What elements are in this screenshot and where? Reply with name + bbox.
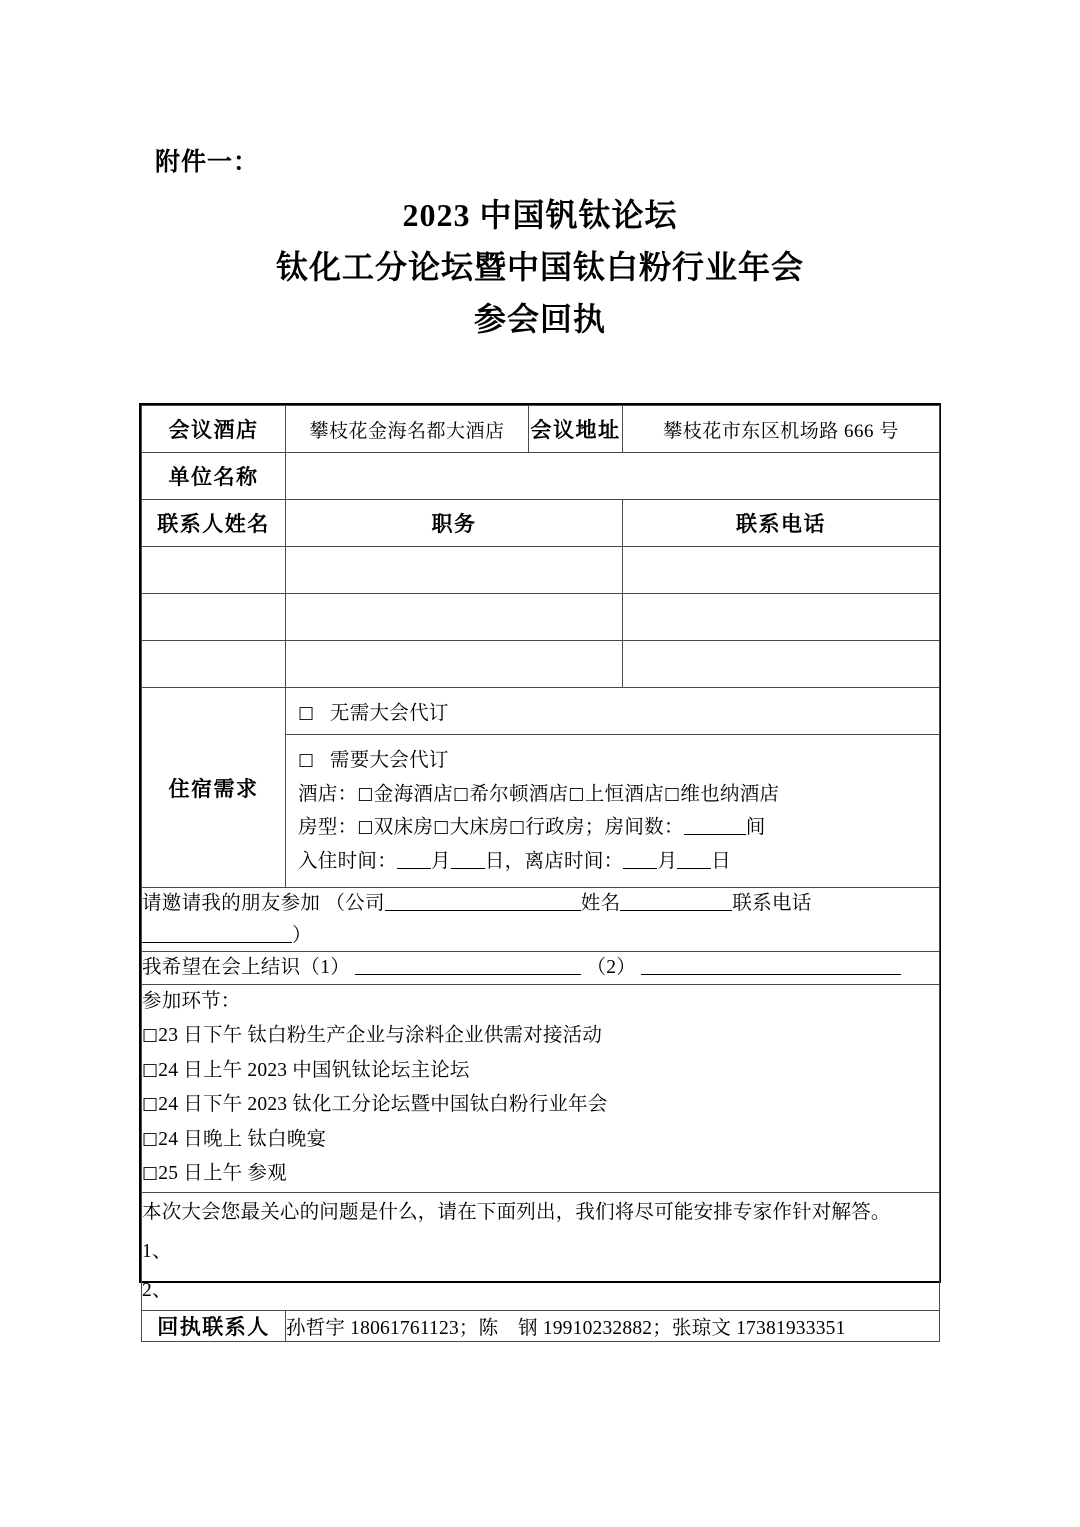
checkbox-icon-session-1[interactable]: □ xyxy=(142,1025,159,1046)
input-checkin-month[interactable] xyxy=(397,849,431,869)
label-checkin-month-unit: 月 xyxy=(431,850,451,872)
checkbox-icon-roomtype-3[interactable]: □ xyxy=(508,817,526,838)
input-job-title-1[interactable] xyxy=(286,547,623,594)
checkin-checkout-line xyxy=(298,845,933,879)
label-hotel-option-2: 希尔顿酒店 xyxy=(469,783,569,805)
checkbox-icon-hotel-1[interactable]: □ xyxy=(357,783,374,804)
room-type-line xyxy=(298,811,933,845)
label-invite-friend-suffix: ） xyxy=(292,924,312,946)
hotel-choice-line xyxy=(298,778,933,812)
table-row-contact-3 xyxy=(142,641,940,688)
input-contact-name-3[interactable] xyxy=(142,641,286,688)
input-room-count[interactable] xyxy=(684,816,746,836)
label-friend-phone: 联系电话 xyxy=(732,893,812,915)
input-phone-1[interactable] xyxy=(623,547,940,594)
title-line-3: 参会回执 xyxy=(473,300,606,337)
accommodation-options-cell xyxy=(286,688,940,888)
table-row-acquaintance xyxy=(142,952,940,985)
input-job-title-3[interactable] xyxy=(286,641,623,688)
input-acquaintance-1[interactable] xyxy=(355,956,581,976)
table-row-invite-friend xyxy=(142,888,940,952)
label-room-count-unit: 间 xyxy=(745,817,766,839)
session-label-3: 24 日下午 2023 钛化工分论坛暨中国钛白粉行业年会 xyxy=(158,1094,608,1116)
input-contact-name-1[interactable] xyxy=(142,547,286,594)
table-row-company xyxy=(142,453,940,500)
session-item-3[interactable] xyxy=(142,1088,939,1123)
questions-prompt: 本次大会您最关心的问题是什么，请在下面列出，我们将尽可能安排专家作针对解答。 xyxy=(142,1201,891,1223)
session-label-2: 24 日上午 2023 中国钒钛论坛主论坛 xyxy=(158,1059,470,1081)
input-job-title-2[interactable] xyxy=(286,594,623,641)
column-header-contact-name: 联系人姓名 xyxy=(142,500,286,547)
label-checkout-day-unit: 日 xyxy=(711,850,732,872)
checkbox-icon-hotel-2[interactable]: □ xyxy=(452,783,470,804)
acquaintance-cell xyxy=(142,952,940,985)
input-contact-name-2[interactable] xyxy=(142,594,286,641)
questions-cell xyxy=(142,1192,940,1310)
input-checkin-day[interactable] xyxy=(451,849,485,869)
table-row-questions xyxy=(142,1192,940,1310)
checkbox-icon-session-4[interactable]: □ xyxy=(142,1128,159,1149)
table-row-accommodation xyxy=(142,688,940,888)
label-checkin: 入住时间： xyxy=(298,850,398,872)
label-roomtype-option-3: 行政房 xyxy=(525,817,585,839)
label-hotel-option-3: 上恒酒店 xyxy=(584,783,664,805)
label-meeting-hotel: 会议酒店 xyxy=(142,406,286,453)
sessions-cell xyxy=(142,984,940,1192)
accommodation-option-none-row[interactable] xyxy=(286,688,939,735)
label-acquaintance-second: （2） xyxy=(586,957,637,979)
label-need-booking: 需要大会代订 xyxy=(329,750,449,771)
registration-form-table xyxy=(141,405,940,1342)
checkbox-icon-hotel-4[interactable]: □ xyxy=(663,783,681,804)
checkbox-icon-need-booking[interactable]: □ xyxy=(298,750,315,770)
table-row-sessions xyxy=(142,984,940,1192)
label-room-count: ；房间数： xyxy=(584,817,684,839)
label-roomtype-option-2: 大床房 xyxy=(449,817,509,839)
label-checkin-day-unit: 日 xyxy=(484,850,505,872)
label-meeting-address: 会议地址 xyxy=(529,406,623,453)
document-title xyxy=(140,190,940,345)
label-no-booking: 无需大会代订 xyxy=(329,703,449,724)
value-receipt-contacts: 孙哲宇 18061761123；陈 钢 19910232882；张琼文 17381933351 xyxy=(286,1310,940,1341)
label-comma: ， xyxy=(504,850,525,872)
label-hotel-prefix: 酒店： xyxy=(298,783,358,805)
session-item-4[interactable] xyxy=(142,1123,939,1158)
input-friend-name[interactable] xyxy=(620,892,732,912)
accommodation-options xyxy=(286,688,939,887)
sessions-heading: 参加环节： xyxy=(142,990,241,1012)
checkbox-icon-no-booking[interactable]: □ xyxy=(298,703,315,723)
session-item-5[interactable] xyxy=(142,1157,939,1192)
label-roomtype-option-1: 双床房 xyxy=(373,817,434,839)
question-input-2[interactable]: 2、 xyxy=(142,1279,172,1301)
column-header-job-title: 职务 xyxy=(286,500,623,547)
checkbox-icon-session-2[interactable]: □ xyxy=(142,1059,159,1080)
table-row-contact-2 xyxy=(142,594,940,641)
label-accommodation: 住宿需求 xyxy=(142,688,286,888)
invite-friend-cell xyxy=(142,888,940,952)
label-friend-name: 姓名 xyxy=(580,893,621,915)
accommodation-option-need-row xyxy=(286,735,939,887)
input-acquaintance-2[interactable] xyxy=(641,956,901,976)
value-meeting-hotel: 攀枝花金海名都大酒店 xyxy=(286,406,529,453)
input-checkout-day[interactable] xyxy=(677,849,711,869)
need-booking-line[interactable] xyxy=(298,744,933,778)
checkbox-icon-session-5[interactable]: □ xyxy=(142,1163,159,1184)
label-hotel-option-4: 维也纳酒店 xyxy=(680,783,780,805)
session-label-1: 23 日下午 钛白粉生产企业与涂料企业供需对接活动 xyxy=(158,1025,603,1047)
checkbox-icon-roomtype-2[interactable]: □ xyxy=(433,817,450,838)
column-header-phone: 联系电话 xyxy=(623,500,940,547)
table-row-receipt-contacts xyxy=(142,1310,940,1341)
input-phone-2[interactable] xyxy=(623,594,940,641)
checkbox-icon-session-3[interactable]: □ xyxy=(142,1094,159,1115)
input-friend-phone[interactable] xyxy=(142,923,292,943)
label-hotel-option-1: 金海酒店 xyxy=(373,783,453,805)
table-row-contact-header xyxy=(142,500,940,547)
input-phone-3[interactable] xyxy=(623,641,940,688)
input-friend-company[interactable] xyxy=(385,892,581,912)
input-checkout-month[interactable] xyxy=(623,849,657,869)
title-line-2: 钛化工分论坛暨中国钛白粉行业年会 xyxy=(275,248,804,285)
label-company-name: 单位名称 xyxy=(142,453,286,500)
label-checkout: 离店时间： xyxy=(524,850,624,872)
checkbox-icon-roomtype-1[interactable]: □ xyxy=(357,817,374,838)
session-label-5: 25 日上午 参观 xyxy=(158,1163,287,1185)
label-receipt-contacts: 回执联系人 xyxy=(142,1310,286,1341)
session-label-4: 24 日晚上 钛白晚宴 xyxy=(158,1128,327,1150)
checkbox-icon-hotel-3[interactable]: □ xyxy=(568,783,585,804)
title-line-1: 2023 中国钒钛论坛 xyxy=(402,197,678,233)
session-item-2[interactable] xyxy=(142,1054,939,1089)
label-acquaintance-prefix: 我希望在会上结识（1） xyxy=(142,957,351,979)
label-invite-friend-prefix: 请邀请我的朋友参加 （公司 xyxy=(142,893,385,915)
input-company-name[interactable] xyxy=(286,453,940,500)
value-meeting-address: 攀枝花市东区机场路 666 号 xyxy=(623,406,940,453)
table-row-hotel xyxy=(142,406,940,453)
label-roomtype-prefix: 房型： xyxy=(298,817,358,839)
label-checkout-month-unit: 月 xyxy=(657,850,678,872)
attachment-label: 附件一： xyxy=(155,149,260,176)
table-row-contact-1 xyxy=(142,547,940,594)
session-item-1[interactable] xyxy=(142,1019,939,1054)
question-input-1[interactable]: 1、 xyxy=(142,1240,172,1262)
